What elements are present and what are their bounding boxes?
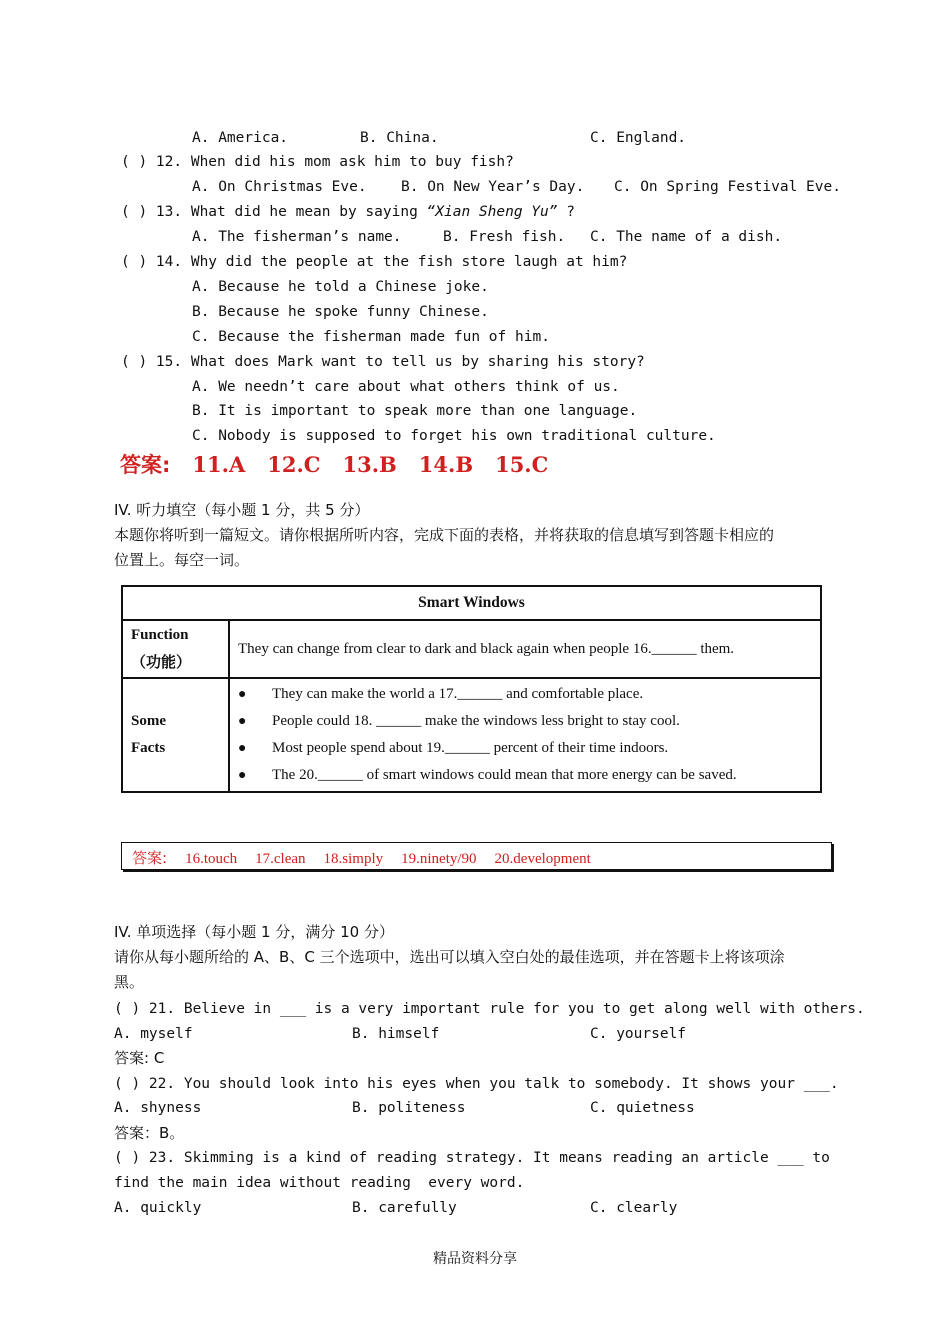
fact-text: People could 18. ______ make the windows less bright to stay cool. bbox=[272, 713, 680, 729]
q13-option-a: A. The fisherman’s name. bbox=[192, 229, 402, 245]
answer-item: 20.development bbox=[494, 851, 591, 867]
q15-option-c: C. Nobody is supposed to forget his own traditional culture. bbox=[192, 428, 716, 444]
section-choice-instructions-2: 黑。 bbox=[114, 973, 145, 991]
answer-label: 答案: bbox=[132, 849, 168, 867]
answer-item: 19.ninety/90 bbox=[401, 851, 477, 867]
q13-stem-after: ? bbox=[557, 204, 575, 220]
q12-option-b: B. On New Year’s Day. bbox=[401, 179, 585, 195]
fact-text: They can make the world a 17.______ and comfortable place. bbox=[272, 686, 644, 702]
q14-stem: ( ) 14. Why did the people at the fish store laugh at him? bbox=[121, 254, 628, 270]
facts-list bbox=[229, 678, 821, 792]
fact-text: Most people spend about 19.______ percent of their time indoors. bbox=[272, 740, 669, 756]
section-listen-heading: IV. 听力填空（每小题 1 分，共 5 分） bbox=[114, 501, 370, 519]
q21-stem: ( ) 21. Believe in ___ is a very important rule for you to get along well with others. bbox=[114, 1001, 865, 1017]
section-choice-heading: IV. 单项选择（每小题 1 分，满分 10 分） bbox=[114, 923, 394, 941]
answers-16-20-box bbox=[121, 842, 832, 870]
q13-stem bbox=[121, 202, 575, 222]
q23-stem-line2: find the main idea without reading every word. bbox=[114, 1175, 525, 1191]
q21-option-b: B. himself bbox=[352, 1026, 440, 1042]
fact-item bbox=[238, 762, 812, 789]
fact-text: The 20.______ of smart windows could mean that more energy can be saved. bbox=[272, 767, 737, 783]
q23-option-c: C. clearly bbox=[590, 1200, 678, 1216]
q13-stem-quote: “Xian Sheng Yu” bbox=[426, 204, 558, 220]
q22-option-a: A. shyness bbox=[114, 1100, 202, 1116]
answers-11-15 bbox=[120, 449, 548, 479]
answer-item: 18.simply bbox=[323, 851, 384, 867]
answer-item: 11.A bbox=[192, 452, 246, 477]
fact-item bbox=[238, 708, 812, 735]
answer-item: 15.C bbox=[495, 452, 549, 477]
facts-label-line1: Some bbox=[131, 713, 166, 729]
q15-stem: ( ) 15. What does Mark want to tell us by sharing his story? bbox=[121, 354, 645, 370]
bullet-icon: ● bbox=[238, 687, 247, 702]
bullet-icon: ● bbox=[238, 741, 247, 756]
q11-option-a: A. America. bbox=[192, 130, 289, 146]
q22-answer: 答案：B。 bbox=[114, 1124, 185, 1142]
section-choice-instructions-1: 请你从每小题所给的 A、B、C 三个选项中，选出可以填入空白处的最佳选项，并在答题卡上将该项涂 bbox=[114, 948, 785, 966]
q23-stem-line1: ( ) 23. Skimming is a kind of reading strategy. It means reading an article ___ to bbox=[114, 1150, 830, 1166]
facts-label bbox=[122, 678, 229, 792]
q14-option-a: A. Because he told a Chinese joke. bbox=[192, 279, 489, 295]
q14-option-c: C. Because the fisherman made fun of him. bbox=[192, 329, 550, 345]
q22-option-c: C. quietness bbox=[590, 1100, 695, 1116]
q23-option-a: A. quickly bbox=[114, 1200, 202, 1216]
q15-option-b: B. It is important to speak more than one language. bbox=[192, 403, 638, 419]
q21-option-a: A. myself bbox=[114, 1026, 193, 1042]
q11-option-b: B. China. bbox=[360, 130, 439, 146]
section-listen-instructions-2: 位置上。每空一词。 bbox=[114, 551, 250, 569]
q11-option-c: C. England. bbox=[590, 130, 687, 146]
q13-option-c: C. The name of a dish. bbox=[590, 229, 783, 245]
q13-stem-before: ( ) 13. What did he mean by saying bbox=[121, 204, 427, 220]
function-label bbox=[122, 620, 229, 678]
q12-option-c: C. On Spring Festival Eve. bbox=[614, 179, 841, 195]
answer-item: 12.C bbox=[267, 452, 321, 477]
function-label-cn: （功能） bbox=[131, 653, 192, 671]
section-listen-instructions-1: 本题你将听到一篇短文。请你根据所听内容，完成下面的表格，并将获取的信息填写到答题卡相应的 bbox=[114, 526, 775, 544]
answer-item: 13.B bbox=[342, 452, 397, 477]
q21-answer: 答案: C bbox=[114, 1049, 165, 1067]
table-title: Smart Windows bbox=[122, 586, 821, 620]
bullet-icon: ● bbox=[238, 768, 247, 783]
answer-item: 16.touch bbox=[185, 851, 238, 867]
q22-option-b: B. politeness bbox=[352, 1100, 466, 1116]
answer-label: 答案: bbox=[120, 453, 171, 477]
fact-item bbox=[238, 735, 812, 762]
facts-label-line2: Facts bbox=[131, 740, 166, 756]
function-label-en: Function bbox=[131, 627, 189, 643]
q23-option-b: B. carefully bbox=[352, 1200, 457, 1216]
q15-option-a: A. We needn’t care about what others think of us. bbox=[192, 379, 620, 395]
q12-stem: ( ) 12. When did his mom ask him to buy fish? bbox=[121, 154, 514, 170]
q13-option-b: B. Fresh fish. bbox=[443, 229, 566, 245]
q12-option-a: A. On Christmas Eve. bbox=[192, 179, 367, 195]
function-text: They can change from clear to dark and black again when people 16.______ them. bbox=[229, 620, 821, 678]
fact-item bbox=[238, 681, 812, 708]
answer-item: 14.B bbox=[418, 452, 474, 477]
q14-option-b: B. Because he spoke funny Chinese. bbox=[192, 304, 489, 320]
page-footer: 精品资料分享 bbox=[433, 1251, 517, 1267]
q21-option-c: C. yourself bbox=[590, 1026, 687, 1042]
answer-item: 17.clean bbox=[255, 851, 306, 867]
answers-16-20 bbox=[132, 847, 591, 868]
smart-windows-table bbox=[121, 585, 822, 793]
bullet-icon: ● bbox=[238, 714, 247, 729]
q22-stem: ( ) 22. You should look into his eyes when you talk to somebody. It shows your ___. bbox=[114, 1076, 839, 1092]
